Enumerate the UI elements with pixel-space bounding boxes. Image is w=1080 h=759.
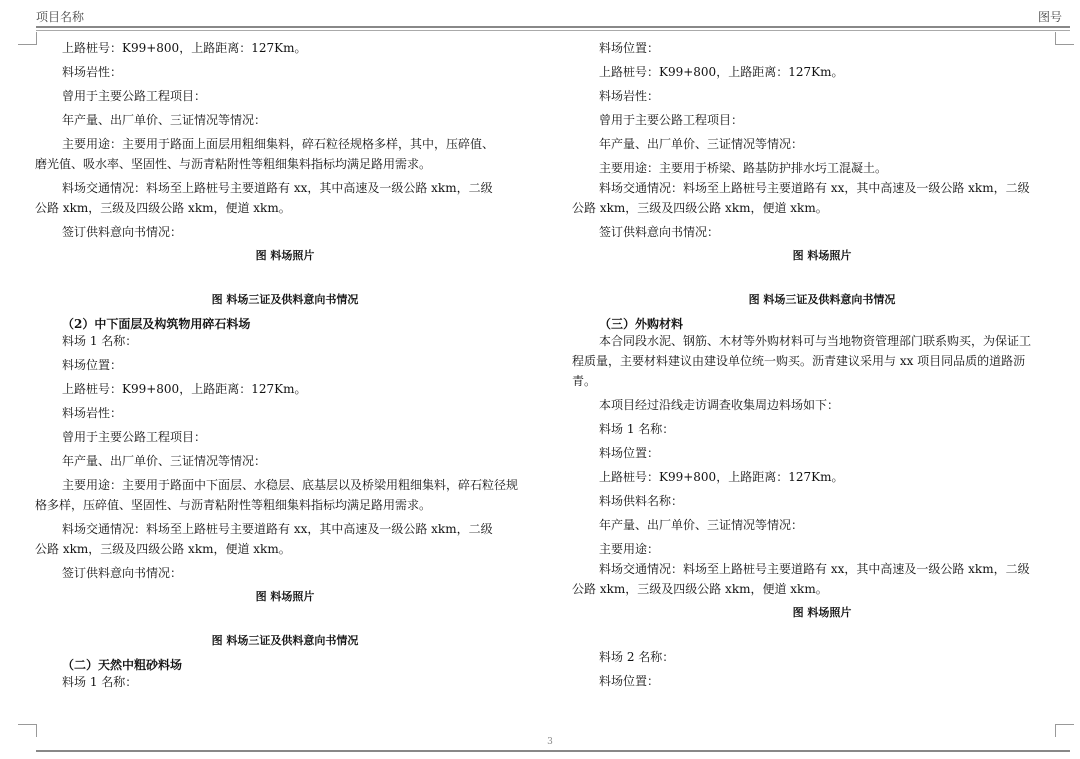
paragraph-line: 上路桩号：K99+800，上路距离：127Km。 bbox=[599, 470, 844, 484]
right-column bbox=[572, 38, 1072, 695]
paragraph-line: 料场 2 名称： bbox=[599, 650, 675, 664]
paragraph-line: 签订供料意向书情况： bbox=[62, 566, 183, 580]
paragraph-line: 签订供料意向书情况： bbox=[599, 225, 720, 239]
paragraph-line: 料场岩性： bbox=[599, 89, 660, 103]
figure-caption: 图 料场三证及供料意向书情况 bbox=[748, 293, 896, 306]
photo-placeholder bbox=[572, 270, 1072, 290]
header-project-name: 项目名称 bbox=[36, 10, 85, 24]
paragraph-line: 主要用途：主要用于路面上面层用粗细集料，碎石粒径规格多样，其中，压碎值、 bbox=[62, 137, 495, 151]
paragraph-line: 料场 1 名称： bbox=[599, 422, 675, 436]
figure-caption: 图 料场三证及供料意向书情况 bbox=[211, 634, 359, 647]
paragraph-line: 曾用于主要公路工程项目： bbox=[62, 430, 207, 444]
paragraph-line: 年产量、出厂单价、三证情况等情况： bbox=[62, 113, 267, 127]
paragraph-line: 公路 xkm，三级及四级公路 xkm，便道 xkm。 bbox=[35, 201, 291, 215]
paragraph-line: 料场岩性： bbox=[62, 65, 123, 79]
photo-placeholder bbox=[35, 611, 535, 631]
paragraph-line: 料场交通情况：料场至上路桩号主要道路有 xx，其中高速及一级公路 xkm，二级 bbox=[599, 181, 1030, 195]
paragraph-line: 磨光值、吸水率、坚固性、与沥青粘附性等粗细集料指标均满足路用需求。 bbox=[35, 157, 432, 171]
paragraph-line: 公路 xkm，三级及四级公路 xkm，便道 xkm。 bbox=[35, 542, 291, 556]
section-heading: （二）天然中粗砂料场 bbox=[62, 658, 183, 672]
paragraph-line: 年产量、出厂单价、三证情况等情况： bbox=[599, 518, 804, 532]
paragraph-line: 上路桩号：K99+800，上路距离：127Km。 bbox=[62, 382, 307, 396]
paragraph-line: 曾用于主要公路工程项目： bbox=[599, 113, 744, 127]
paragraph-line: 本项目经过沿线走访调查收集周边料场如下： bbox=[599, 398, 840, 412]
paragraph-line: 料场位置： bbox=[599, 446, 660, 460]
paragraph-line: 本合同段水泥、钢筋、木材等外购材料可与当地物资管理部门联系购买，为保证工 bbox=[599, 334, 1032, 348]
paragraph-line: 上路桩号：K99+800，上路距离：127Km。 bbox=[62, 41, 307, 55]
paragraph-line: 料场 1 名称： bbox=[62, 334, 138, 348]
paragraph-line: 料场交通情况：料场至上路桩号主要道路有 xx，其中高速及一级公路 xkm，二级 bbox=[62, 181, 493, 195]
left-column bbox=[35, 38, 535, 696]
paragraph-line: 公路 xkm，三级及四级公路 xkm，便道 xkm。 bbox=[572, 582, 828, 596]
paragraph-line: 曾用于主要公路工程项目： bbox=[62, 89, 207, 103]
paragraph-line: 料场位置： bbox=[599, 674, 660, 688]
page-number: 3 bbox=[547, 737, 553, 747]
section-heading: （2）中下面层及构筑物用碎石料场 bbox=[62, 317, 251, 331]
paragraph-line: 上路桩号：K99+800，上路距离：127Km。 bbox=[599, 65, 844, 79]
paragraph-line: 程质量，主要材料建议由建设单位统一购买。沥青建议采用与 xx 项目同品质的道路沥 bbox=[572, 354, 1026, 368]
figure-caption: 图 料场三证及供料意向书情况 bbox=[211, 293, 359, 306]
header-drawing-number: 图号 bbox=[1037, 10, 1062, 24]
paragraph-line: 年产量、出厂单价、三证情况等情况： bbox=[599, 137, 804, 151]
figure-caption: 图 料场照片 bbox=[792, 249, 852, 262]
paragraph-line: 年产量、出厂单价、三证情况等情况： bbox=[62, 454, 267, 468]
paragraph-line: 主要用途：主要用于路面中下面层、水稳层、底基层以及桥梁用粗细集料，碎石粒径规 bbox=[62, 478, 519, 492]
figure-caption: 图 料场照片 bbox=[255, 590, 315, 603]
paragraph-line: 料场交通情况：料场至上路桩号主要道路有 xx，其中高速及一级公路 xkm，二级 bbox=[599, 562, 1030, 576]
paragraph-line: 料场供料名称： bbox=[599, 494, 684, 508]
crop-mark-bottom-left bbox=[18, 724, 37, 737]
paragraph-line: 料场 1 名称： bbox=[62, 675, 138, 689]
paragraph-line: 公路 xkm，三级及四级公路 xkm，便道 xkm。 bbox=[572, 201, 828, 215]
paragraph-line: 料场交通情况：料场至上路桩号主要道路有 xx，其中高速及一级公路 xkm，二级 bbox=[62, 522, 493, 536]
section-heading: （三）外购材料 bbox=[599, 317, 684, 331]
photo-placeholder bbox=[35, 270, 535, 290]
paragraph-line: 主要用途：主要用于桥梁、路基防护排水圬工混凝土。 bbox=[599, 161, 888, 175]
paragraph-line: 青。 bbox=[572, 374, 597, 388]
header-rule-thick bbox=[36, 26, 1070, 28]
paragraph-line: 料场位置： bbox=[599, 41, 660, 55]
paragraph-line: 签订供料意向书情况： bbox=[62, 225, 183, 239]
header-rule-thin bbox=[36, 30, 1070, 31]
paragraph-line: 主要用途： bbox=[599, 542, 660, 556]
footer-rule bbox=[36, 750, 1070, 752]
figure-caption: 图 料场照片 bbox=[255, 249, 315, 262]
crop-mark-bottom-right bbox=[1055, 724, 1074, 737]
photo-placeholder bbox=[572, 627, 1072, 647]
paragraph-line: 料场岩性： bbox=[62, 406, 123, 420]
paragraph-line: 料场位置： bbox=[62, 358, 123, 372]
page-header bbox=[0, 0, 1080, 30]
paragraph-line: 格多样，压碎值、坚固性、与沥青粘附性等粗细集料指标均满足路用需求。 bbox=[35, 498, 432, 512]
figure-caption: 图 料场照片 bbox=[792, 606, 852, 619]
